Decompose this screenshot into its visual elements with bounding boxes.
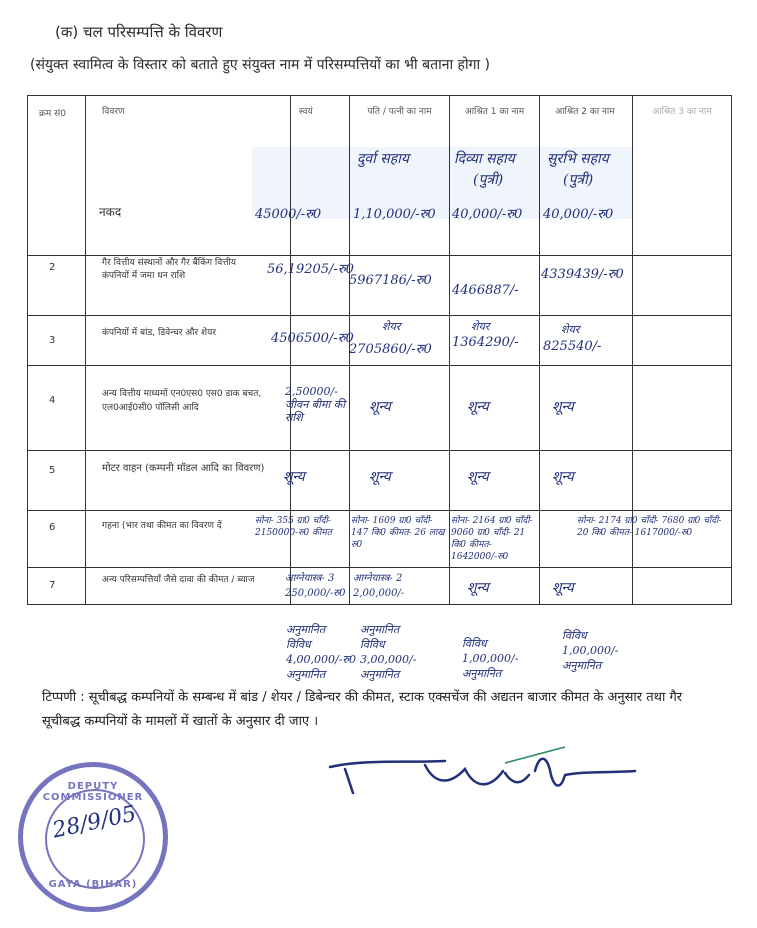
row-1-spouse: 1,10,000/-रु0 <box>353 207 436 222</box>
row-5-serial: 5 <box>49 465 56 476</box>
row-4-description: अन्य वित्तीय माध्यमों एन0एस0 एस0 डाक बचत, एल0आई0सी0 पॉलिसी आदि <box>102 389 262 413</box>
row-2-dependent-2: 4339439/-रु0 <box>541 267 624 282</box>
row-6-spouse: सोना- 1609 ग्रा0 चाँदी- 147 कि0 कीमत- 26 लाख रु0 <box>351 516 445 550</box>
addendum-line: विविध <box>562 629 587 642</box>
row-5-description: मोटर वाहन (कम्पनी मॉडल आदि का विवरण) <box>102 463 265 474</box>
dependent-1-name: दिव्या सहाय <box>454 151 515 167</box>
spouse-name: दुर्वा सहाय <box>357 151 409 167</box>
row-6-serial: 6 <box>49 522 56 533</box>
column-divider <box>539 95 540 605</box>
header-serial: क्रम सं0 <box>39 109 66 119</box>
movable-assets-table <box>27 95 732 605</box>
section-subheading: (संयुक्त स्वामित्व के विस्तार को बताते हुए संयुक्त नाम में परिसम्पत्तियों का भी बताना होगा ) <box>30 57 491 73</box>
seal-top-text: DEPUTY COMMISSIONER <box>42 781 144 803</box>
seal-bottom-text: GAYA (BIHAR) <box>48 879 138 890</box>
row-5-spouse: शून्य <box>369 469 391 485</box>
row-1-dependent-2: 40,000/-रु0 <box>543 207 614 222</box>
dependent-1-relation: (पुत्री) <box>473 172 504 188</box>
row-3-serial: 3 <box>49 335 56 346</box>
addendum-line: विविध <box>360 638 385 651</box>
seal-date: 28/9/05 <box>50 801 139 844</box>
row-2-dependent-1: 4466887/- <box>452 283 519 298</box>
row-7-dependent-2: शून्य <box>552 580 574 596</box>
row-2-description: गैर वित्तीय संस्थानों और गैर बैंकिंग वित्तीय कंपनियों में जमा धन राशि <box>102 258 237 281</box>
row-rule <box>27 315 732 316</box>
addendum-line: 1,00,000/- <box>562 644 619 657</box>
row-3-dependent-2-label: शेयर <box>561 323 580 336</box>
row-7-spouse: आग्नेयास्त्र- 2 2,00,000/- <box>353 573 405 599</box>
header-spouse: पति / पत्नी का नाम <box>367 107 432 117</box>
row-3-spouse: 2705860/-रु0 <box>349 342 432 357</box>
addendum-line: अनुमानित <box>360 623 400 636</box>
row-1-dependent-1: 40,000/-रु0 <box>452 207 523 222</box>
header-self: स्वयं <box>299 107 313 117</box>
addendum-line: 4,00,000/-रु0 <box>286 653 356 666</box>
section-heading: (क) चल परिसम्पत्ति के विवरण <box>55 23 223 41</box>
addendum-line: अनुमानित <box>562 659 602 672</box>
row-6-description: गहना (भार तथा कीमत का विवरण दें <box>102 521 222 531</box>
row-3-dependent-1: 1364290/- <box>452 335 519 350</box>
row-rule <box>27 450 732 451</box>
row-3-dependent-2: 825540/- <box>543 339 602 354</box>
row-3-self: 4506500/-रु0 <box>271 331 354 346</box>
table-border-left <box>27 95 28 605</box>
row-2-self: 56,19205/-रु0 <box>267 262 354 277</box>
row-6-dependent-1: सोना- 2164 ग्रा0 चाँदी- 9060 ग्रा0 चाँदी- 21 कि0 कीमत- 1642000/-रु0 <box>451 516 533 562</box>
addendum-line: विविध <box>286 638 311 651</box>
addendum-line: 1,00,000/- <box>462 652 519 665</box>
dependent-2-name: सुरभि सहाय <box>547 151 609 167</box>
addendum-line: अनुमानित <box>286 668 326 681</box>
row-7-description: अन्य परिसम्पत्तियाँ जैसे दावा की कीमत / ब्याज <box>102 575 255 585</box>
row-7-dependent-1: शून्य <box>467 580 489 596</box>
header-dependent-2: आश्रित 2 का नाम <box>555 107 615 117</box>
row-3-dependent-1-label: शेयर <box>471 320 490 333</box>
addendum-dependent-1 <box>462 636 518 681</box>
addendum-dependent-2 <box>562 628 618 673</box>
row-4-self: 2,50000/- जीवन बीमा की राशि <box>285 385 346 424</box>
row-4-dependent-2: शून्य <box>552 399 574 415</box>
row-3-description: कंपनियों में बांड, डिवेन्चर और शेयर <box>102 328 217 338</box>
row-rule <box>27 510 732 511</box>
row-4-serial: 4 <box>49 395 56 406</box>
row-rule <box>27 365 732 366</box>
row-5-dependent-1: शून्य <box>467 469 489 485</box>
row-2-serial: 2 <box>49 262 56 273</box>
header-dependent-3: आश्रित 3 का नाम <box>652 107 712 117</box>
row-1-description: नकद <box>99 205 122 219</box>
row-6-self: सोना- 355 ग्रा0 चाँदी- 2150000-रु0 कीमत <box>255 516 332 538</box>
row-7-self: आग्नेयास्त्र- 3 250,000/-रु0 <box>285 573 346 599</box>
row-rule <box>27 95 732 96</box>
signature <box>325 745 640 805</box>
row-6-dependent-2: सोना- 2174 ग्रा0 चाँदी- 7680 ग्रा0 चाँदी- 20 कि0 कीमत- 1617000/-रु0 <box>577 516 722 538</box>
addendum-line: 3,00,000/- <box>360 653 417 666</box>
addendum-line: अनुमानित <box>462 667 502 680</box>
addendum-line: अनुमानित <box>286 623 326 636</box>
table-border-bottom <box>27 604 732 605</box>
row-5-dependent-2: शून्य <box>552 469 574 485</box>
addendum-line: अनुमानित <box>360 668 400 681</box>
column-divider <box>449 95 450 605</box>
addendum-line: विविध <box>462 637 487 650</box>
row-1-self: 45000/-रु0 <box>255 207 322 222</box>
column-divider <box>85 95 86 605</box>
header-dependent-1: आश्रित 1 का नाम <box>464 107 525 117</box>
row-2-spouse: 5967186/-रु0 <box>349 273 432 288</box>
row-4-dependent-1: शून्य <box>467 399 489 415</box>
addendum-spouse <box>360 622 416 682</box>
dependent-2-relation: (पुत्री) <box>563 172 594 188</box>
row-rule <box>27 567 732 568</box>
addendum-self <box>286 622 356 682</box>
row-7-serial: 7 <box>49 580 56 591</box>
row-rule <box>27 255 732 256</box>
official-seal <box>18 762 168 912</box>
row-4-spouse: शून्य <box>369 399 391 415</box>
row-3-spouse-label: शेयर <box>382 320 401 333</box>
footnote: टिप्पणी : सूचीबद्ध कम्पनियों के सम्बन्ध में बांड / शेयर / डिबेन्चर की कीमत, स्टाक एक्सचेंज की अद्यतन बाजार कीमत के अनुसार तथा गैर सूचीबद्ध कम्पनियों के मामलों में खातों के अनुसार दी जाए । <box>42 690 683 729</box>
table-border-right <box>731 95 732 605</box>
row-5-self: शून्य <box>283 469 305 485</box>
header-description: विवरण <box>102 107 125 117</box>
